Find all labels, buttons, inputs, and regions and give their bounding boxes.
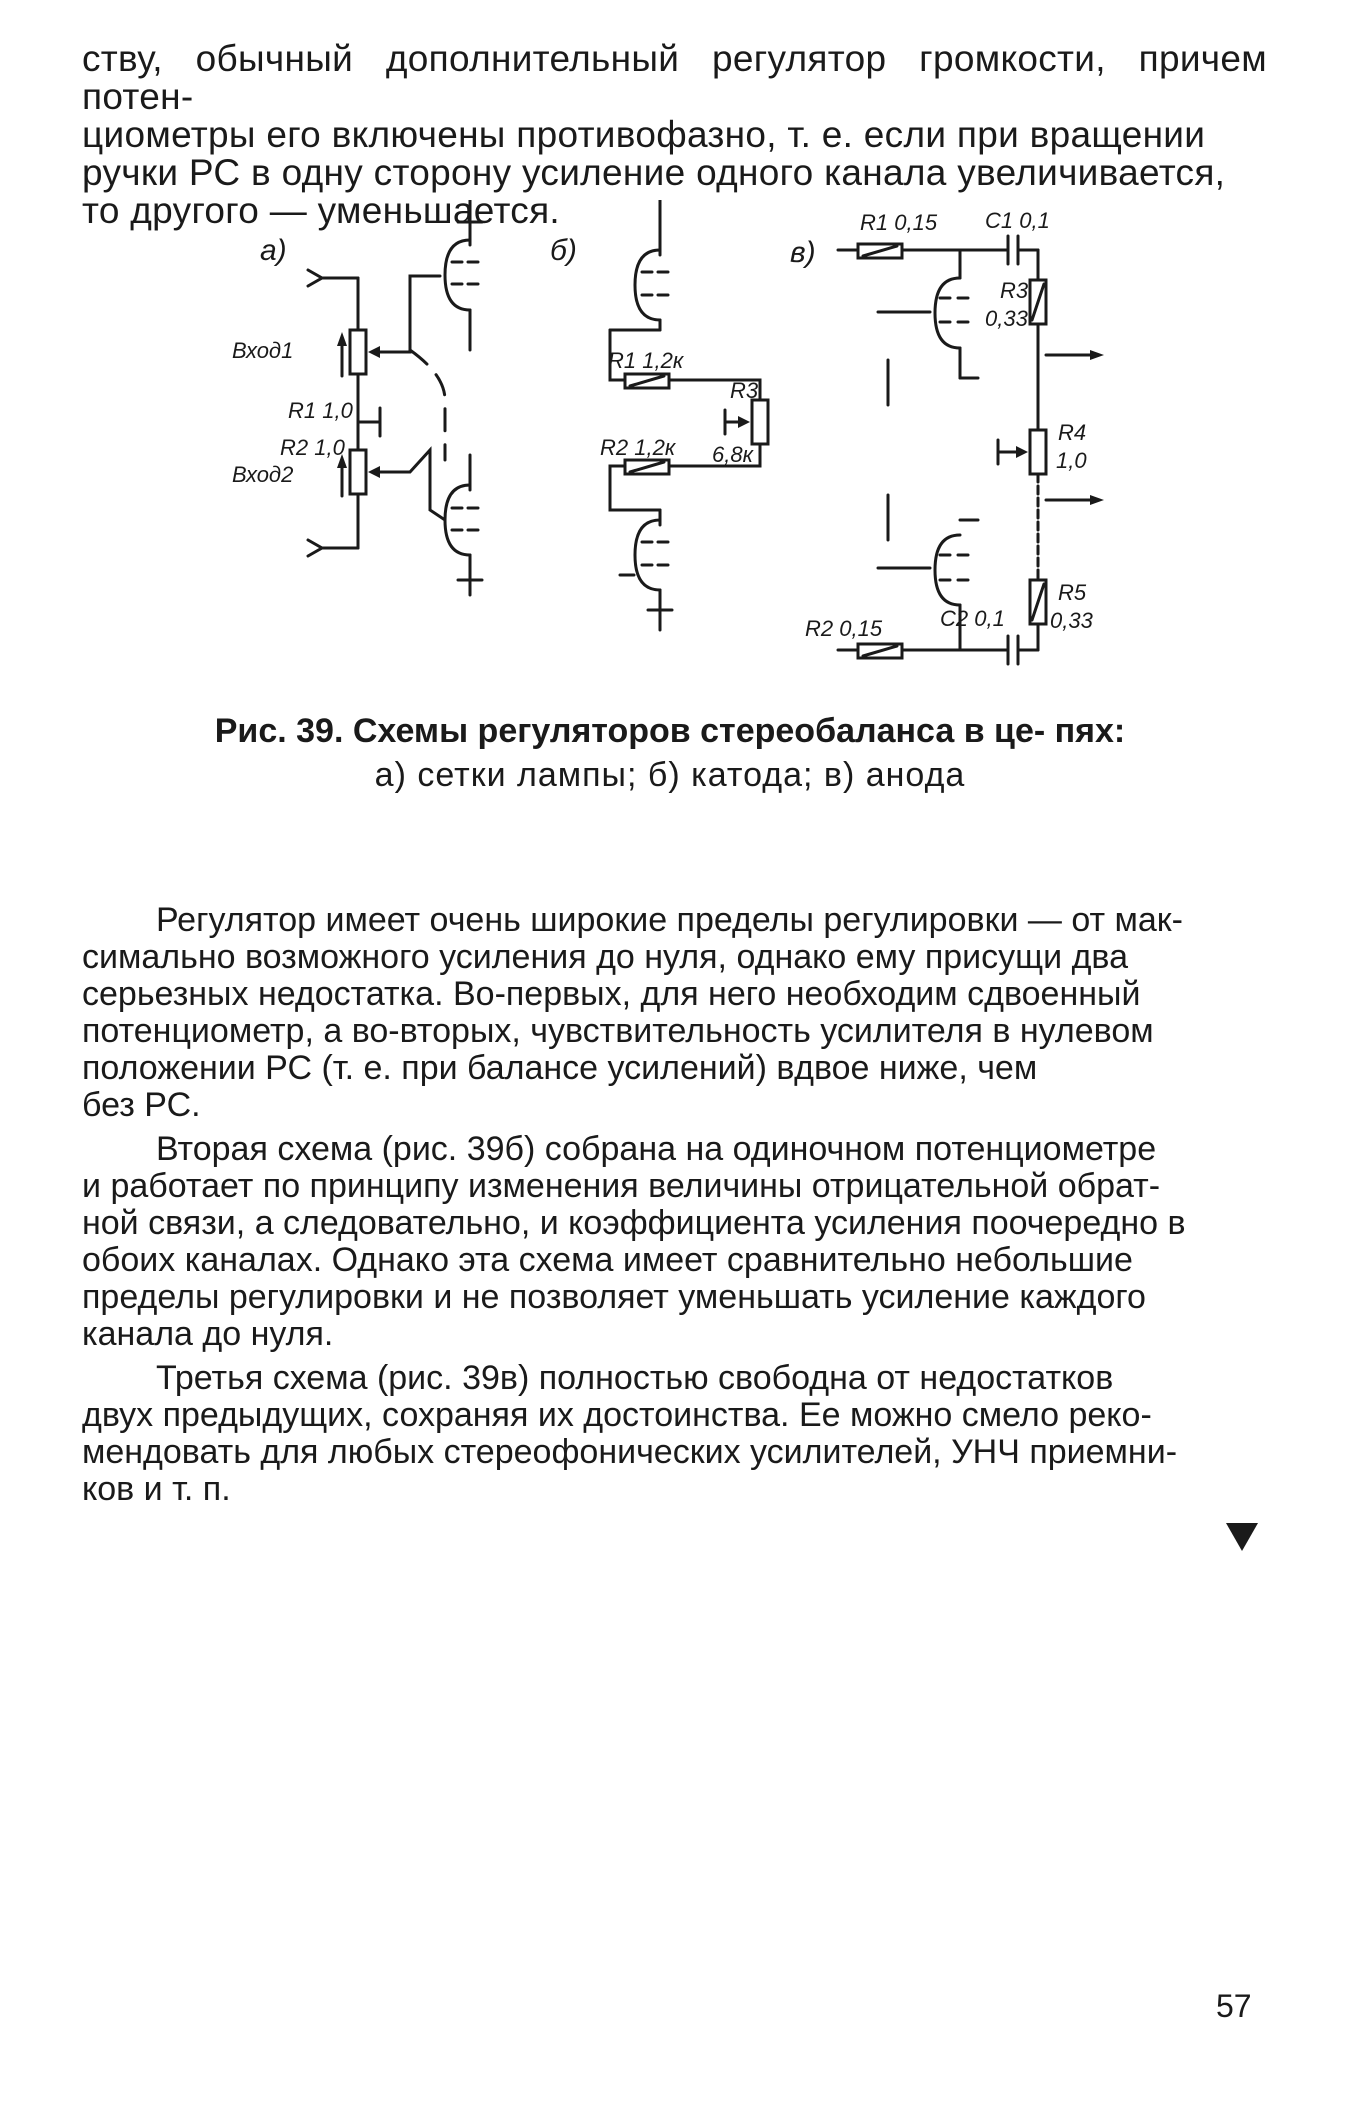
text-line: и работает по принципу изменения величины отрицательной обрат-	[82, 1167, 1161, 1205]
tube-a-top	[445, 200, 482, 350]
text-line: Третья схема (рис. 39в) полностью свободна от недостатков	[156, 1359, 1114, 1397]
c2-label-c: C2 0,1	[940, 606, 1005, 631]
text-line: Регулятор имеет очень широкие пределы регулировки — от мак-	[156, 901, 1183, 939]
text-line: двух предыдущих, сохраняя их достоинства. Ее можно смело реко-	[82, 1396, 1152, 1434]
r3-value-c: 0,33	[985, 306, 1028, 331]
text-line: положении РС (т. е. при балансе усилений) вдвое ниже, чем	[82, 1049, 1038, 1087]
panel-label-c: в)	[790, 236, 816, 269]
r2-label-a: R2 1,0	[280, 435, 345, 460]
potentiometer-r1	[350, 330, 390, 400]
text-line: циометры его включены противофазно, т. е. если при вращении	[82, 114, 1206, 155]
text-line: мендовать для любых стереофонических усилителей, УНЧ приемни-	[82, 1433, 1178, 1471]
r1-label-c: R1 0,15	[860, 210, 938, 235]
potentiometer-r3-b	[752, 400, 768, 444]
figure-caption	[190, 712, 1150, 794]
r4-label-c: R4	[1058, 420, 1087, 445]
caption-subtitle: а) сетки лампы; б) катода; в) анода	[374, 756, 966, 794]
circuit-figure	[230, 200, 1150, 690]
text-line: канала до нуля.	[82, 1315, 334, 1353]
panel-label-b: б)	[550, 234, 577, 267]
r1-label-b: R1 1,2к	[608, 348, 684, 373]
page-number: 57	[1216, 1988, 1252, 2024]
caption-title: Рис. 39. Схемы регуляторов стереобаланса в це- пях:	[214, 712, 1126, 750]
text-line: пределы регулировки и не позволяет уменьшать усиление каждого	[82, 1278, 1146, 1316]
input2-label: Вход2	[232, 462, 294, 487]
text-line: то другого — уменьшается.	[82, 190, 560, 231]
text-line: ручки РС в одну сторону усиление одного канала увеличивается,	[82, 152, 1226, 193]
tube-c-top	[878, 278, 978, 405]
schematic-diagram	[230, 200, 1150, 690]
r3-label-b: R3	[730, 378, 759, 403]
text-line: потенциометр, а во-вторых, чувствительность усилителя в нулевом	[82, 1012, 1154, 1050]
potentiometer-r4-c	[1030, 430, 1046, 474]
text-line: обоих каналах. Однако эта схема имеет сравнительно небольшие	[82, 1241, 1133, 1279]
r5-label-c: R5	[1058, 580, 1087, 605]
r2-label-b: R2 1,2к	[600, 435, 676, 460]
r3-value-b: 6,8к	[712, 442, 753, 467]
text-line: Вторая схема (рис. 39б) собрана на одиночном потенциометре	[156, 1130, 1157, 1168]
potentiometer-r2	[308, 450, 390, 556]
panel-label-a: а)	[260, 234, 287, 267]
text-line: ков и т. п.	[82, 1470, 231, 1508]
text-line: серьезных недостатка. Во-первых, для него необходим сдвоенный	[82, 975, 1141, 1013]
text-line: симально возможного усиления до нуля, однако ему присущи два	[82, 938, 1129, 976]
r4-value-c: 1,0	[1056, 448, 1087, 473]
tube-b-bottom	[620, 510, 672, 630]
text-line: ству, обычный дополнительный регулятор громкости, причем потен-	[82, 38, 1267, 117]
paragraph-1	[82, 902, 1267, 1124]
text-line: ной связи, а следовательно, и коэффициента усиления поочередно в	[82, 1204, 1186, 1242]
c1-label-c: C1 0,1	[985, 208, 1050, 233]
r5-value-c: 0,33	[1050, 608, 1093, 633]
r1-label-a: R1 1,0	[288, 398, 353, 423]
body-text	[82, 902, 1267, 1515]
r3-label-c: R3	[1000, 278, 1029, 303]
text-line: без РС.	[82, 1086, 201, 1124]
tube-a-bottom	[445, 455, 482, 595]
end-of-section-triangle-icon	[1222, 1517, 1262, 1557]
input-arrow-top	[308, 270, 358, 330]
paragraph-2	[82, 1131, 1267, 1353]
r2-label-c: R2 0,15	[805, 616, 883, 641]
paragraph-3	[82, 1360, 1267, 1508]
tube-b-top	[610, 200, 668, 330]
input1-label: Вход1	[232, 338, 294, 363]
ground-mid	[358, 400, 380, 450]
